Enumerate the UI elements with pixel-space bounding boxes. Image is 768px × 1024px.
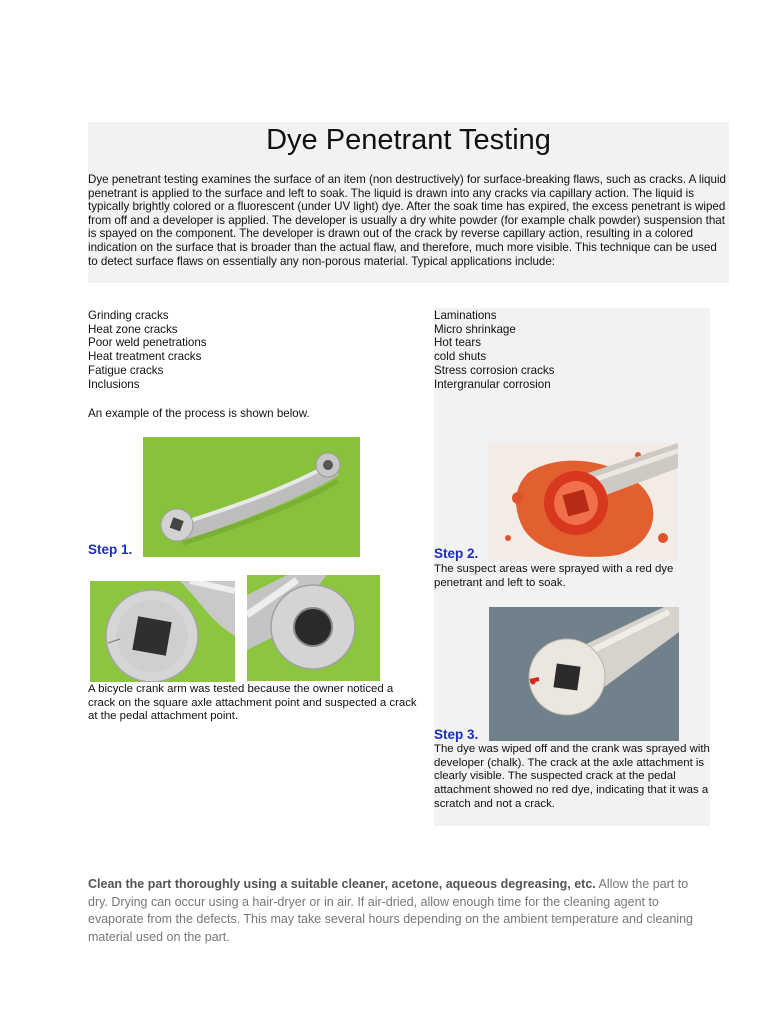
developer-crack-indication-photo [489, 607, 679, 741]
crank-arm-photo [143, 437, 360, 557]
list-item: Stress corrosion cracks [434, 363, 555, 377]
list-item: Laminations [434, 309, 497, 322]
step2-caption: The suspect areas were sprayed with a red dye penetrant and left to soak. [434, 563, 674, 589]
list-item: Hot tears [434, 336, 482, 350]
list-item: Heat treatment cracks [88, 350, 202, 364]
list-item: cold shuts [434, 350, 487, 364]
cleaning-lead: Clean the part thoroughly using a suitable cleaner, acetone, aqueous degreasing, etc. [88, 877, 596, 891]
list-item: Intergranular corrosion [434, 377, 551, 391]
step3-label: Step 3. [434, 727, 479, 742]
step1-label: Step 1. [88, 542, 133, 557]
applications-list-right [434, 309, 710, 391]
red-dye-penetrant-photo [488, 443, 678, 561]
list-item: Poor weld penetrations [88, 336, 207, 350]
step1-caption: A bicycle crank arm was tested because the owner noticed a crack on the square axle attachment point and suspected a crack at the pedal attachment point. [88, 683, 417, 723]
list-item: Micro shrinkage [434, 322, 516, 336]
list-item: Fatigue cracks [88, 363, 164, 377]
list-item: Heat zone cracks [88, 322, 178, 336]
page-title: Dye Penetrant Testing [266, 124, 551, 156]
axle-attachment-closeup-photo [90, 581, 235, 682]
step2-label: Step 2. [434, 546, 479, 561]
step3-caption: The dye was wiped off and the crank was sprayed with developer (chalk). The crack at the axle attachment is clearly visible. The suspected crack at the pedal attachment showed no red dye, indicating that it was a scratch and not a crack. [434, 743, 710, 810]
list-item: Grinding cracks [88, 309, 169, 322]
intro-panel [88, 122, 729, 283]
applications-list-left [88, 309, 388, 391]
example-intro-text: An example of the process is shown below. [88, 407, 310, 420]
cleaning-rest: Allow the part to dry. Drying can occur using a hair-dryer or in air. If air-dried, allow enough time for the cleaning agent to evaporate from the defects. This may take several hours depending on the ambient temperature and cleaning material used on the part. [88, 877, 693, 944]
cleaning-paragraph [88, 876, 700, 946]
pedal-attachment-closeup-photo [247, 575, 380, 681]
intro-paragraph: Dye penetrant testing examines the surface of an item (non destructively) for surface-breaking flaws, such as cracks. A liquid penetrant is applied to the surface and left to soak. The liquid is drawn into any cracks via capillary action. The liquid is typically brightly colored or a fluorescent (under UV light) dye. After the soak time has expired, the excess penetrant is wiped from off and a developer is applied. The developer is usually a dry white powder (for example chalk powder) suspension that is spayed on the component. The developer is drawn out of the crack by reverse capillary action, resulting in a colored indication on the surface that is broader than the actual flaw, and therefore, much more visible. This technique can be used to detect surface flaws on essentially any non-porous material. Typical applications include: [88, 173, 726, 268]
list-item: Inclusions [88, 377, 140, 391]
